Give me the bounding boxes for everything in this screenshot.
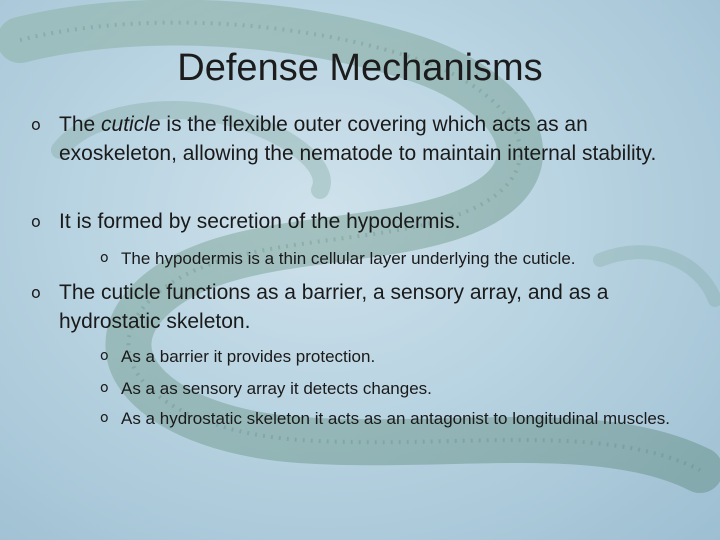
bullet-marker: o [100, 380, 109, 396]
bullet-text: It is formed by secretion of the hypodermis. [59, 210, 461, 233]
bullet-marker: o [100, 348, 109, 364]
bullet-item [31, 278, 674, 336]
sub-bullet-item [100, 375, 700, 402]
sub-bullet-text: As a barrier it provides protection. [121, 347, 376, 366]
sub-bullet-text: As a as sensory array it detects changes. [121, 379, 432, 398]
sub-bullet-item [100, 246, 710, 271]
bullet-marker: o [31, 283, 41, 302]
bullet-item [31, 110, 674, 168]
bullet-marker: o [100, 250, 109, 266]
bullet-item [31, 207, 674, 236]
bullet-marker: o [100, 410, 109, 426]
bullet-marker: o [31, 115, 41, 134]
bullet-marker: o [31, 212, 41, 231]
sub-bullet-text: As a hydrostatic skeleton it acts as an antagonist to longitudinal muscles. [121, 409, 671, 428]
bullet-text: The cuticle functions as a barrier, a sensory array, and as a hydrostatic skeleton. [59, 281, 609, 333]
slide-title: Defense Mechanisms [177, 47, 543, 89]
sub-bullet-item [100, 405, 700, 432]
bullet-text: The cuticle is the flexible outer covering which acts as an exoskeleton, allowing the nematode to maintain internal stability. [59, 113, 657, 165]
sub-bullet-text: The hypodermis is a thin cellular layer underlying the cuticle. [121, 249, 576, 268]
sub-bullet-item [100, 343, 700, 370]
